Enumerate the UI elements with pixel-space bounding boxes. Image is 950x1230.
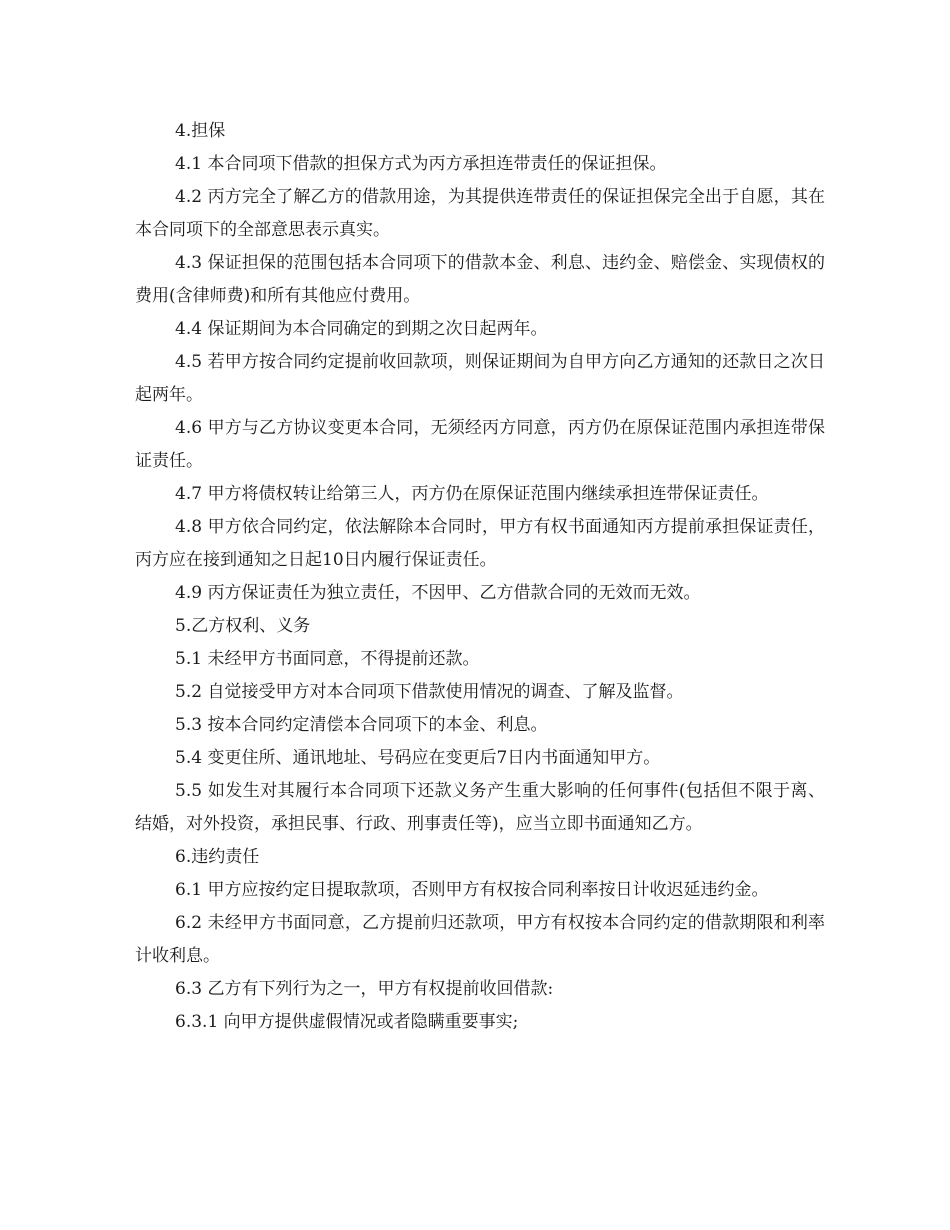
section-heading-rights-obligations: 5.乙方权利、义务 [175,616,311,636]
clause-4-9: 4.9 丙方保证责任为独立责任，不因甲、乙方借款合同的无效而无效。 [175,583,701,603]
clause-4-7: 4.7 甲方将债权转让给第三人，丙方仍在原保证范围内继续承担连带保证责任。 [175,484,769,504]
clause-6-3: 6.3 乙方有下列行为之一，甲方有权提前收回借款: [175,979,554,999]
clause-6-3-1: 6.3.1 向甲方提供虚假情况或者隐瞒重要事实; [175,1012,519,1032]
clause-5-1: 5.1 未经甲方书面同意，不得提前还款。 [175,649,480,669]
clause-6-1: 6.1 甲方应按约定日提取款项，否则甲方有权按合同利率按日计收迟延违约金。 [175,880,769,900]
clause-5-3: 5.3 按本合同约定清偿本合同项下的本金、利息。 [175,715,548,735]
clause-5-2: 5.2 自觉接受甲方对本合同项下借款使用情况的调查、了解及监督。 [175,682,684,702]
clause-4-1: 4.1 本合同项下借款的担保方式为丙方承担连带责任的保证担保。 [175,154,667,174]
clause-5-4: 5.4 变更住所、通讯地址、号码应在变更后7日内书面通知甲方。 [175,748,661,768]
clause-4-4: 4.4 保证期间为本合同确定的到期之次日起两年。 [175,319,548,339]
clause-4-2: 4.2 丙方完全了解乙方的借款用途，为其提供连带责任的保证担保完全出于自愿，其在本合同项下的全部意思表示真实。 [135,187,825,240]
section-heading-liability: 6.违约责任 [175,847,260,867]
document-body [135,115,825,1039]
clause-5-5: 5.5 如发生对其履行本合同项下还款义务产生重大影响的任何事件(包括但不限于离、结婚，对外投资，承担民事、行政、刑事责任等)，应当立即书面通知乙方。 [135,781,825,834]
clause-6-2: 6.2 未经甲方书面同意，乙方提前归还款项，甲方有权按本合同约定的借款期限和利率计收利息。 [135,913,825,966]
section-heading-guarantee: 4.担保 [175,121,226,141]
clause-4-6: 4.6 甲方与乙方协议变更本合同，无须经丙方同意，丙方仍在原保证范围内承担连带保证责任。 [135,418,825,471]
clause-4-8: 4.8 甲方依合同约定，依法解除本合同时，甲方有权书面通知丙方提前承担保证责任，丙方应在接到通知之日起10日内履行保证责任。 [135,517,825,570]
clause-4-3: 4.3 保证担保的范围包括本合同项下的借款本金、利息、违约金、赔偿金、实现债权的费用(含律师费)和所有其他应付费用。 [135,253,825,306]
clause-4-5: 4.5 若甲方按合同约定提前收回款项，则保证期间为自甲方向乙方通知的还款日之次日起两年。 [135,352,825,405]
